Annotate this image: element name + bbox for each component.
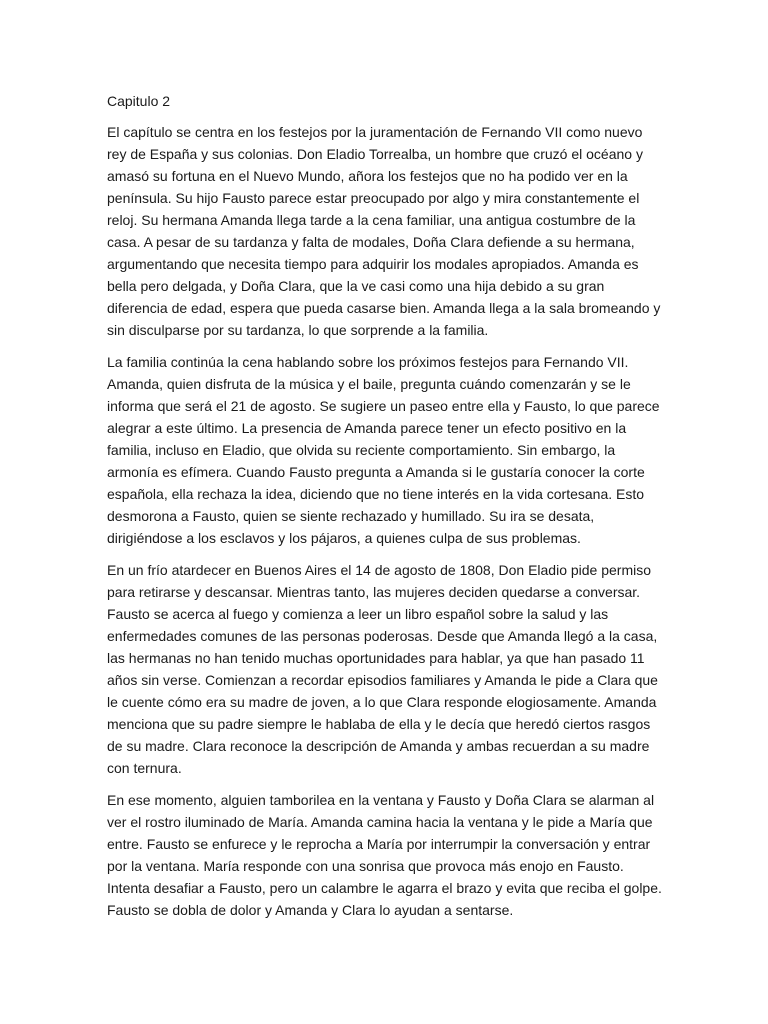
paragraph-1: El capítulo se centra en los festejos por la juramentación de Fernando VII como nuevo rey de España y sus colonias. Don Eladio Torrealba, un hombre que cruzó el océano y amasó su fortuna en el Nuevo Mundo, añora los festejos que no ha podido ver en la península. Su hijo Fausto parece estar preocupado por algo y mira constantemente el reloj. Su hermana Amanda llega tarde a la cena familiar, una antigua costumbre de la casa. A pesar de su tardanza y falta de modales, Doña Clara defiende a su hermana, argumentando que necesita tiempo para adquirir los modales apropiados. Amanda es bella pero delgada, y Doña Clara, que la ve casi como una hija debido a su gran diferencia de edad, espera que pueda casarse bien. Amanda llega a la sala bromeando y sin disculparse por su tardanza, lo que sorprende a la familia. xyxy=(107,124,661,338)
paragraph-2: La familia continúa la cena hablando sobre los próximos festejos para Fernando VII. Amanda, quien disfruta de la música y el baile, pregunta cuándo comenzarán y se le informa que será el 21 de agosto. Se sugiere un paseo entre ella y Fausto, lo que parece alegrar a este último. La presencia de Amanda parece tener un efecto positivo en la familia, incluso en Eladio, que olvida su reciente comportamiento. Sin embargo, la armonía es efímera. Cuando Fausto pregunta a Amanda si le gustaría conocer la corte española, ella rechaza la idea, diciendo que no tiene interés en la vida cortesana. Esto desmorona a Fausto, quien se siente rechazado y humillado. Su ira se desata, dirigiéndose a los esclavos y los pájaros, a quienes culpa de sus problemas. xyxy=(107,354,660,546)
chapter-heading: Capitulo 2 xyxy=(107,93,171,109)
paragraph-3: En un frío atardecer en Buenos Aires el 14 de agosto de 1808, Don Eladio pide permiso para retirarse y descansar. Mientras tanto, las mujeres deciden quedarse a conversar. Fausto se acerca al fuego y comienza a leer un libro español sobre la salud y las enfermedades comunes de las personas poderosas. Desde que Amanda llegó a la casa, las hermanas no han tenido muchas oportunidades para hablar, ya que han pasado 11 años sin verse. Comienzan a recordar episodios familiares y Amanda le pide a Clara que le cuente cómo era su madre de joven, a lo que Clara responde elogiosamente. Amanda menciona que su padre siempre le hablaba de ella y le decía que heredó ciertos rasgos de su madre. Clara reconoce la descripción de Amanda y ambas recuerdan a su madre con ternura. xyxy=(107,562,658,776)
paragraph-4: En ese momento, alguien tamborilea en la ventana y Fausto y Doña Clara se alarman al ver el rostro iluminado de María. Amanda camina hacia la ventana y le pide a María que entre. Fausto se enfurece y le reprocha a María por interrumpir la conversación y entrar por la ventana. María responde con una sonrisa que provoca más enojo en Fausto. Intenta desafiar a Fausto, pero un calambre le agarra el brazo y evita que reciba el golpe. Fausto se dobla de dolor y Amanda y Clara lo ayudan a sentarse. xyxy=(107,792,662,918)
document-page xyxy=(107,90,663,931)
